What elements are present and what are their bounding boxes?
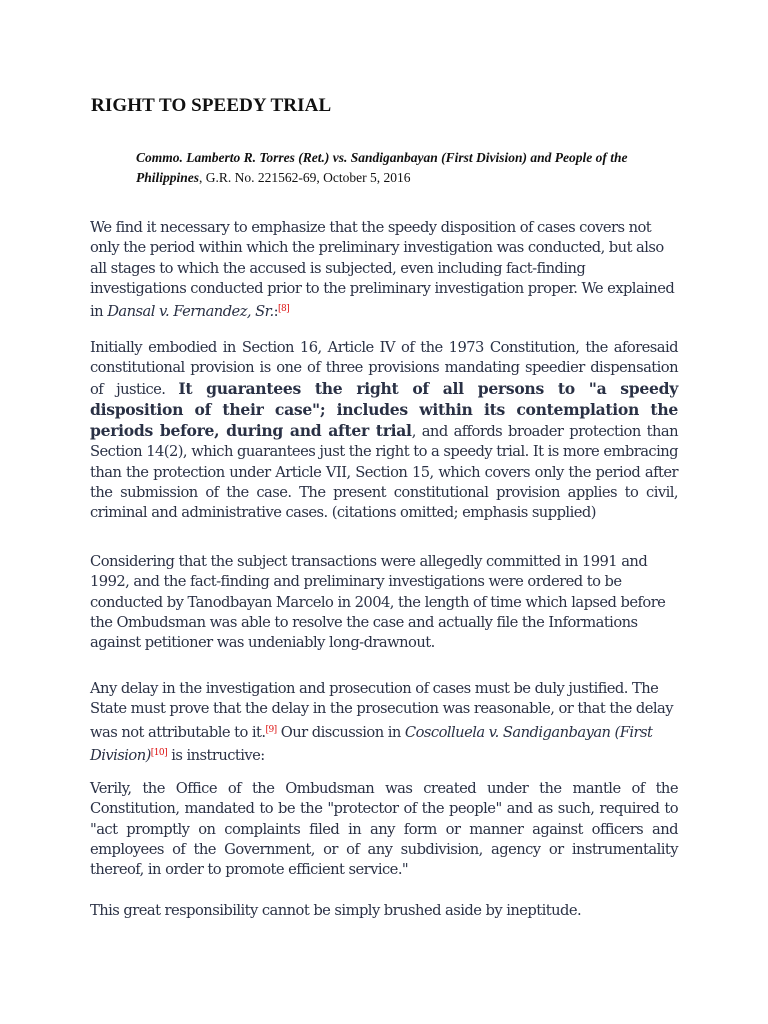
- paragraph-2-text-b: , and affords broader protection than Section 14(2), which guarantees just the right to a speedy trial. It is more embracing than the protection under Article VII, Section 15, which covers only the period after the submission of the case. The present constitutional provision applies to civil, criminal and administrative cases. (citations omitted; emphasis supplied): [90, 423, 679, 522]
- case-citation: [136, 148, 681, 188]
- paragraph-2-quote: [90, 338, 678, 524]
- paragraph-2-emphasis: It guarantees the right of all persons to "a speedy disposition of their case"; includes within its contemplation the periods before, during and after trial: [90, 378, 678, 441]
- document-title: RIGHT TO SPEEDY TRIAL: [91, 95, 332, 116]
- paragraph-1-text: We find it necessary to emphasize that the speedy disposition of cases covers not only the period within which the preliminary investigation was conducted, but also all stages to which the accused is subjected, even including fact-finding investigations conducted prior to the preliminary investigation proper. We explained in: [90, 219, 675, 321]
- paragraph-5-quote: Verily, the Office of the Ombudsman was created under the mantle of the Constitution, mandated to be the "protector of the people" and as such, required to "act promptly on complaints filed in any form or manner against officers and employees of the Government, or of any subdivision, agency or instrumentality thereof, in order to promote efficient service.": [90, 780, 678, 879]
- paragraph-4: [90, 679, 678, 766]
- case-reference-dansal: Dansal v. Fernandez, Sr.: [107, 303, 274, 321]
- paragraph-2-text-a: Initially embodied in Section 16, Article IV of the 1973 Constitution, the aforesaid constitutional provision is one of three provisions mandating speedier dispensation of justice.: [90, 339, 678, 398]
- paragraph-4-text-b: Our discussion in: [276, 723, 405, 741]
- paragraph-1-colon: :: [273, 303, 279, 321]
- paragraph-4-text-a: Any delay in the investigation and prosecution of cases must be duly justified. The State must prove that the delay in the prosecution was reasonable, or that the delay was not attributable to it.: [90, 680, 673, 741]
- paragraph-4-text-c: is instructive:: [167, 746, 265, 764]
- footnote-link-9[interactable]: [9]: [265, 724, 277, 735]
- footnote-link-10[interactable]: [10]: [150, 747, 168, 758]
- citation-case-name: Commo. Lamberto R. Torres (Ret.) vs. Sandiganbayan (First Division) and People of the Philippines: [136, 150, 628, 185]
- case-reference-coscolluela: Coscolluela v. Sandiganbayan (First Division): [90, 723, 653, 764]
- paragraph-3: Considering that the subject transactions were allegedly committed in 1991 and 1992, and the fact-finding and preliminary investigations were ordered to be conducted by Tanodbayan Marcelo in 2004, the length of time which lapsed before the Ombudsman was able to resolve the case and actually file the Informations against petitioner was undeniably long-drawnout.: [90, 553, 666, 652]
- citation-details: , G.R. No. 221562-69, October 5, 2016: [199, 170, 411, 185]
- paragraph-1: [90, 218, 678, 322]
- paragraph-6: This great responsibility cannot be simply brushed aside by ineptitude.: [90, 902, 582, 919]
- footnote-link-8[interactable]: [8]: [278, 304, 290, 315]
